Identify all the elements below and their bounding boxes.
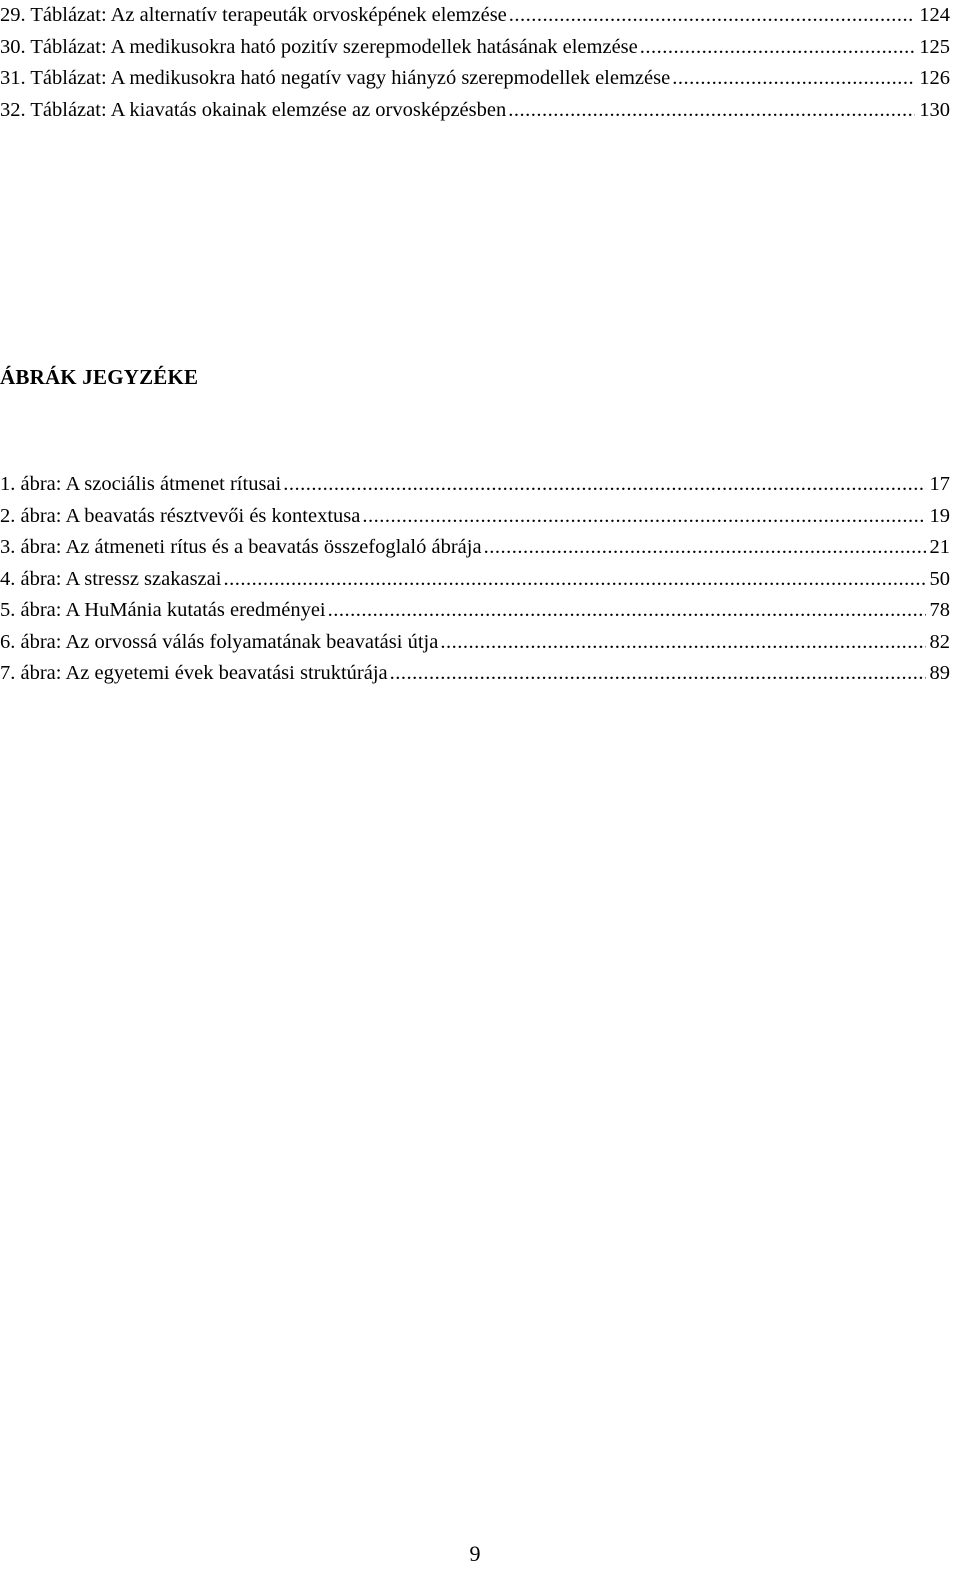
dot-leader (484, 532, 926, 564)
toc-entry-page: 78 (929, 599, 950, 621)
toc-entry-label: 4. ábra: A stressz szakaszai (0, 567, 222, 590)
toc-entry-page: 126 (919, 67, 950, 89)
dot-leader (390, 658, 926, 690)
dot-leader (328, 595, 926, 627)
toc-entry-label: 5. ábra: A HuMánia kutatás eredményei (0, 599, 326, 621)
toc-entry-label: 1. ábra: A szociális átmenet rítusai (0, 473, 282, 495)
toc-entry-figure-4[interactable] (0, 564, 950, 596)
toc-entry-table-32[interactable] (0, 95, 950, 127)
dot-leader (640, 32, 916, 64)
toc-entry-label: 32. Táblázat: A kiavatás okainak elemzése az orvosképzésben (0, 98, 507, 121)
toc-entry-page: 124 (919, 4, 950, 26)
toc-entry-page: 21 (929, 536, 950, 558)
tables-list (0, 0, 950, 126)
toc-entry-figure-1[interactable] (0, 469, 950, 501)
dot-leader (362, 501, 925, 533)
page-number: 9 (469, 1541, 481, 1566)
dot-leader (509, 0, 915, 32)
dot-leader (672, 63, 915, 95)
toc-entry-page: 82 (929, 630, 950, 653)
toc-entry-label: 6. ábra: Az orvossá válás folyamatának beavatási útja (0, 630, 439, 653)
toc-entry-label: 31. Táblázat: A medikusokra ható negatív vagy hiányzó szerepmodellek elemzése (0, 67, 671, 89)
toc-entry-page: 50 (929, 567, 950, 590)
toc-entry-table-31[interactable] (0, 63, 950, 95)
toc-entry-figure-7[interactable] (0, 658, 950, 690)
toc-entry-label: 30. Táblázat: A medikusokra ható pozitív szerepmodellek hatásának elemzése (0, 35, 638, 58)
dot-leader (508, 95, 915, 127)
toc-entry-page: 19 (929, 504, 950, 527)
toc-entry-page: 17 (929, 473, 950, 495)
toc-entry-figure-2[interactable] (0, 501, 950, 533)
dot-leader (283, 469, 925, 501)
toc-entry-label: 29. Táblázat: Az alternatív terapeuták orvosképének elemzése (0, 4, 507, 26)
figures-list (0, 469, 950, 690)
toc-entry-figure-5[interactable] (0, 595, 950, 627)
toc-entry-label: 7. ábra: Az egyetemi évek beavatási struktúrája (0, 662, 388, 684)
toc-entry-page: 89 (929, 662, 950, 684)
toc-entry-page: 130 (919, 98, 950, 121)
toc-entry-label: 2. ábra: A beavatás résztvevői és kontextusa (0, 504, 361, 527)
toc-entry-figure-6[interactable] (0, 627, 950, 659)
toc-entry-page: 125 (919, 35, 950, 58)
toc-entry-table-29[interactable] (0, 0, 950, 32)
toc-entry-figure-3[interactable] (0, 532, 950, 564)
toc-entry-table-30[interactable] (0, 32, 950, 64)
dot-leader (223, 564, 925, 596)
figures-heading: ÁBRÁK JEGYZÉKE (0, 365, 199, 389)
toc-entry-label: 3. ábra: Az átmeneti rítus és a beavatás összefoglaló ábrája (0, 536, 482, 558)
dot-leader (440, 627, 925, 659)
